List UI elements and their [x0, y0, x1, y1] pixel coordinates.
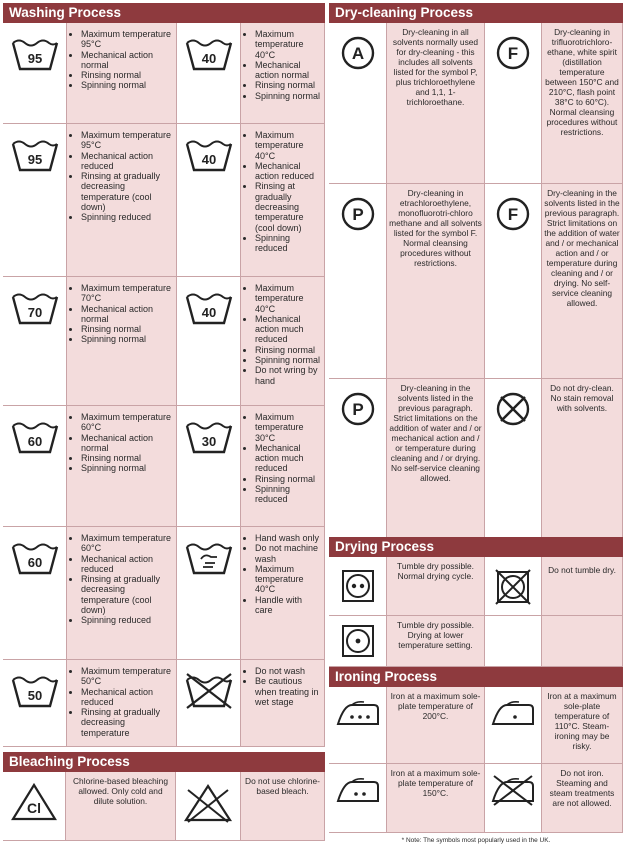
- drycleaning-a-icon: [329, 23, 387, 183]
- chlorine-bleach-icon: [3, 772, 66, 840]
- tumble-dry-low-icon: [329, 616, 387, 666]
- drycleaning-f-icon: [485, 23, 542, 183]
- drycleaning-text-left: Dry-cleaning in all solvents normally used for dry-cleaning - this includes all solvents listed for the symbol P, plus trichloroethylene and 1,1, 1-trichloroethane.: [387, 23, 485, 183]
- wash-instruction: • Maximum temperature 95°C: [81, 29, 173, 50]
- wash-instruction: • Maximum temperature 30°C: [255, 412, 321, 443]
- tumble-dry-normal-text: Tumble dry possible. Normal drying cycle.: [387, 557, 485, 615]
- wash-tub-icon: [3, 660, 67, 746]
- wash-instruction: • Spinning reduced: [255, 233, 321, 254]
- wash-instruction: • Maximum temperature 40°C: [255, 283, 321, 314]
- hand-wash-icon: [177, 527, 241, 659]
- wash-tub-icon: [177, 124, 241, 276]
- wash-instruction: • Maximum temperature 60°C: [81, 533, 173, 554]
- wash-instruction: • Mechanical action reduced: [81, 151, 173, 172]
- tumble-dry-normal-icon: [329, 557, 387, 615]
- no-iron-text: Do not iron. Steaming and steam treatments are not allowed.: [542, 764, 623, 832]
- wash-instruction: • Handle with care: [255, 595, 321, 616]
- drycleaning-symbol-label: A: [351, 44, 364, 63]
- drycleaning-header: Dry-cleaning Process: [329, 3, 623, 23]
- wash-instruction: • Rinsing normal: [81, 324, 173, 334]
- wash-instruction: • Maximum temperature 60°C: [81, 412, 173, 433]
- do-not-dryclean-icon: [485, 379, 542, 539]
- no-bleach-text: Do not use chlorine-based bleach.: [241, 772, 325, 840]
- wash-instruction: • Rinsing at gradually decreasing temperature: [81, 707, 173, 738]
- wash-instruction: • Mechanical action reduced: [255, 161, 321, 182]
- wash-instruction: • Spinning reduced: [255, 484, 321, 505]
- washing-row: [3, 124, 325, 277]
- wash-instruction: • Maximum temperature 95°C: [81, 130, 173, 151]
- wash-instruction: • Maximum temperature 40°C: [255, 564, 321, 595]
- wash-instruction: • Mechanical action much reduced: [255, 314, 321, 345]
- drycleaning-row: [329, 379, 623, 540]
- drying-empty-cell: [485, 616, 542, 666]
- iron-low-icon: [485, 687, 542, 763]
- drycleaning-f-icon: [485, 184, 542, 378]
- wash-instruction: • Be cautious when treating in wet stage: [255, 676, 321, 707]
- ironing-header: Ironing Process: [329, 667, 623, 687]
- wash-instructions-left: [67, 527, 177, 659]
- wash-temp-label: 30: [201, 434, 216, 449]
- wash-tub-icon: [3, 406, 67, 526]
- wash-tub-icon: [3, 277, 67, 405]
- drycleaning-symbol-label: P: [351, 205, 364, 224]
- iron-high-icon: [329, 687, 387, 763]
- wash-instruction: • Maximum temperature 40°C: [255, 130, 321, 161]
- wash-instructions-right: [241, 660, 325, 746]
- wash-instruction: • Rinsing at gradually decreasing temperature (cool down): [81, 574, 173, 615]
- wash-instruction: • Mechanical action normal: [81, 304, 173, 325]
- drycleaning-text-right: Do not dry-clean. No stain removal with solvents.: [542, 379, 623, 539]
- wash-instruction: • Rinsing at gradually decreasing temperature (cool down): [81, 171, 173, 212]
- wash-instruction: • Hand wash only: [255, 533, 321, 543]
- wash-temp-label: 60: [27, 434, 42, 449]
- wash-temp-label: 40: [201, 305, 216, 320]
- washing-row: [3, 23, 325, 124]
- washing-row: [3, 277, 325, 406]
- drycleaning-symbol-label: F: [507, 205, 519, 224]
- wash-instruction: • Rinsing normal: [255, 345, 321, 355]
- drycleaning-symbol-label: F: [507, 44, 519, 63]
- wash-instruction: • Spinning reduced: [81, 615, 173, 625]
- drycleaning-row: [329, 23, 623, 184]
- wash-tub-icon: [177, 23, 241, 123]
- iron-medium-icon: [329, 764, 387, 832]
- wash-instruction: • Mechanical action normal: [81, 433, 173, 454]
- iron-low-text: Iron at a maximum sole-plate temperature of 110°C. Steam-ironing may be risky.: [542, 687, 623, 763]
- wash-temp-label: 60: [27, 555, 42, 570]
- wash-instruction: • Rinsing at gradually decreasing temperature (cool down): [255, 181, 321, 232]
- wash-instruction: • Spinning normal: [255, 91, 321, 101]
- washing-row: [3, 527, 325, 660]
- footnote: * Note: The symbols most popularly used in the UK.: [401, 837, 551, 844]
- drying-header: Drying Process: [329, 537, 623, 557]
- wash-tub-icon: [3, 124, 67, 276]
- wash-instruction: • Do not machine wash: [255, 543, 321, 564]
- drying-empty-text: [542, 616, 623, 666]
- bleach-symbol-label: Cl: [27, 800, 41, 816]
- drycleaning-text-left: Dry-cleaning in etrachloroethylene, monofluorotri-chloro methane and all solvents listed for the symbol F. Normal cleansing procedures without restrictions.: [387, 184, 485, 378]
- washing-header: Washing Process: [3, 3, 325, 23]
- washing-row: [3, 660, 325, 747]
- no-bleach-icon: [176, 772, 241, 840]
- drycleaning-symbol-label: P: [351, 400, 364, 419]
- drycleaning-text-left: Dry-cleaning in the solvents listed in the previous paragraph. Strict limitations on the addition of water and / or mechanical action and / or temperature during cleaning and / or drying. No self-service cleaning allowed.: [387, 379, 485, 539]
- wash-instruction: • Mechanical action reduced: [81, 554, 173, 575]
- wash-instructions-left: [67, 277, 177, 405]
- wash-instructions-right: [241, 277, 325, 405]
- wash-instruction: • Maximum temperature 70°C: [81, 283, 173, 304]
- wash-instruction: • Rinsing normal: [255, 80, 321, 90]
- wash-instruction: • Mechanical action normal: [255, 60, 321, 81]
- wash-instruction: • Spinning normal: [81, 463, 173, 473]
- wash-instruction: • Maximum temperature 40°C: [255, 29, 321, 60]
- wash-instruction: • Mechanical action much reduced: [255, 443, 321, 474]
- wash-tub-icon: [177, 406, 241, 526]
- wash-instructions-right: [241, 23, 325, 123]
- wash-instructions-right: [241, 527, 325, 659]
- do-not-wash-icon: [177, 660, 241, 746]
- wash-instruction: • Rinsing normal: [255, 474, 321, 484]
- wash-tub-icon: [177, 277, 241, 405]
- no-iron-icon: [485, 764, 542, 832]
- no-tumble-dry-text: Do not tumble dry.: [542, 557, 623, 615]
- wash-instruction: • Rinsing normal: [81, 70, 173, 80]
- wash-instructions-left: [67, 124, 177, 276]
- ironing-section: [329, 667, 623, 844]
- bleaching-header: Bleaching Process: [3, 752, 325, 772]
- wash-instruction: • Maximum temperature 50°C: [81, 666, 173, 687]
- wash-instructions-right: [241, 124, 325, 276]
- wash-temp-label: 70: [27, 305, 42, 320]
- tumble-dry-low-text: Tumble dry possible. Drying at lower temperature setting.: [387, 616, 485, 666]
- wash-tub-icon: [3, 23, 67, 123]
- wash-instruction: • Spinning reduced: [81, 212, 173, 222]
- drycleaning-p-icon: [329, 184, 387, 378]
- drycleaning-text-right: Dry-cleaning in the solvents listed in the previous paragraph. Strict limitations on the addition of water and / or mechanical action and / or temperature during cleaning and / or drying. No self-service cleaning allowed.: [542, 184, 623, 378]
- wash-instructions-left: [67, 23, 177, 123]
- wash-instruction: • Spinning normal: [81, 334, 173, 344]
- wash-tub-icon: [3, 527, 67, 659]
- washing-section: [3, 3, 325, 747]
- wash-temp-label: 95: [27, 152, 42, 167]
- iron-medium-text: Iron at a maximum sole-plate temperature of 150°C.: [387, 764, 485, 832]
- wash-instruction: • Spinning normal: [255, 355, 321, 365]
- washing-row: [3, 406, 325, 527]
- drycleaning-text-right: Dry-cleaning in trifluorotrichloro-ethane, white spirit (distillation temperature between 150°C and 210°C, flash point 38°C to 60°C). Normal cleansing procedures without restrictions.: [542, 23, 623, 183]
- wash-instruction: • Spinning normal: [81, 80, 173, 90]
- wash-temp-label: 40: [201, 152, 216, 167]
- drying-section: [329, 537, 623, 667]
- wash-instructions-left: [67, 660, 177, 746]
- no-tumble-dry-icon: [485, 557, 542, 615]
- wash-temp-label: 95: [27, 51, 42, 66]
- iron-high-text: Iron at a maximum sole-plate temperature of 200°C.: [387, 687, 485, 763]
- drycleaning-section: [329, 3, 623, 540]
- wash-temp-label: 50: [27, 688, 42, 703]
- wash-instruction: • Mechanical action normal: [81, 50, 173, 71]
- wash-instruction: • Do not wash: [255, 666, 321, 676]
- wash-instructions-left: [67, 406, 177, 526]
- drycleaning-p-icon: [329, 379, 387, 539]
- wash-temp-label: 40: [201, 51, 216, 66]
- wash-instruction: • Do not wring by hand: [255, 365, 321, 386]
- wash-instruction: • Rinsing normal: [81, 453, 173, 463]
- bleaching-section: [3, 752, 325, 841]
- drycleaning-row: [329, 184, 623, 379]
- bleach-allowed-text: Chlorine-based bleaching allowed. Only cold and dilute solution.: [66, 772, 176, 840]
- wash-instruction: • Mechanical action reduced: [81, 687, 173, 708]
- wash-instructions-right: [241, 406, 325, 526]
